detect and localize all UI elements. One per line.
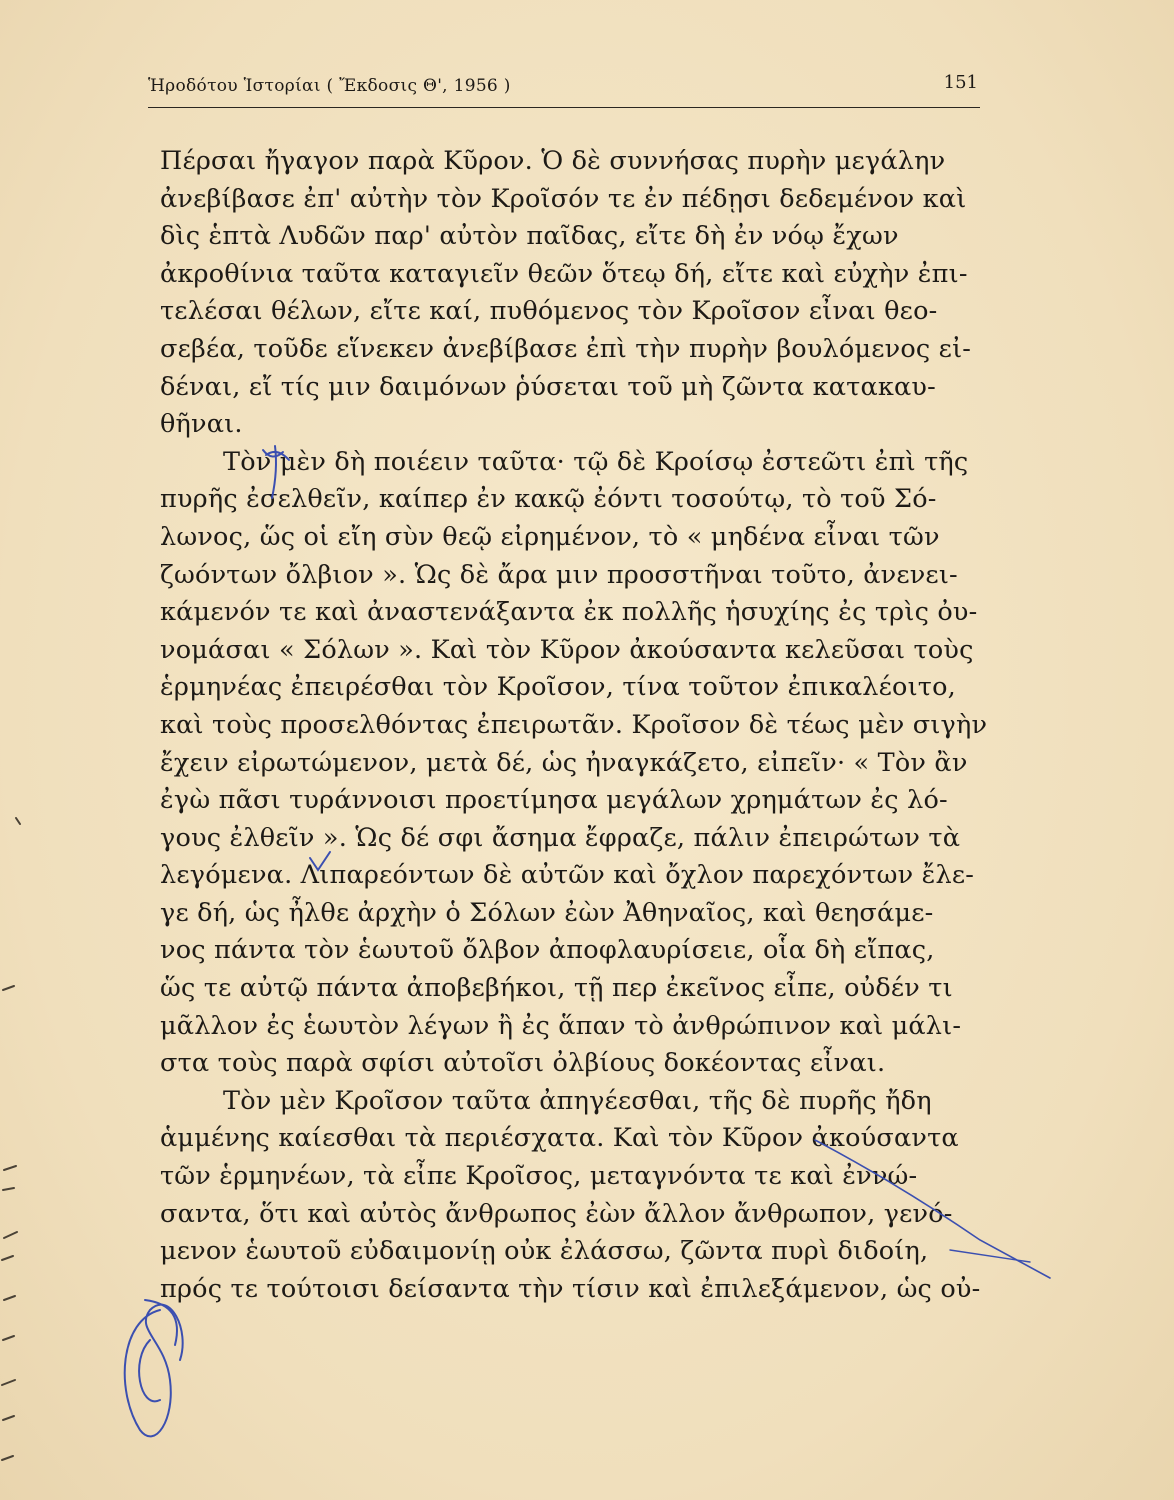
- text-line: δέναι, εἴ τίς μιν δαιμόνων ῥύσεται τοῦ μὴ ζῶντα κατακαυ-: [160, 371, 936, 402]
- text-line: μᾶλλον ἐς ἑωυτὸν λέγων ἢ ἐς ἅπαν τὸ ἀνθρώπινον καὶ μάλι-: [160, 1010, 962, 1041]
- binder-marks: [0, 0, 40, 1500]
- page-number: 151: [943, 72, 978, 93]
- text-line: ἀνεβίβασε ἐπ' αὐτὴν τὸν Κροῖσόν τε ἐν πέδῃσι δεδεμένον καὶ: [160, 183, 967, 214]
- text-line: πυρῆς ἐσελθεῖν, καίπερ ἐν κακῷ ἐόντι τοσούτῳ, τὸ τοῦ Σό-: [160, 484, 937, 515]
- text-line: λεγόμενα. Λιπαρεόντων δὲ αὐτῶν καὶ ὄχλον παρεχόντων ἔλε-: [160, 860, 975, 891]
- text-line: ὥς τε αὐτῷ πάντα ἀποβεβήκοι, τῇ περ ἐκεῖνος εἶπε, οὐδέν τι: [160, 973, 953, 1004]
- text-line: μενον ἑωυτοῦ εὐδαιμονίῃ οὐκ ἐλάσσω, ζῶντα πυρὶ διδοίη,: [160, 1236, 929, 1267]
- text-line: πρός τε τούτοισι δείσαντα τὴν τίσιν καὶ ἐπιλεξάμενον, ὡς οὐ-: [160, 1273, 981, 1304]
- text-line: ἀκροθίνια ταῦτα καταγιεῖν θεῶν ὅτεῳ δή, εἴτε καὶ εὐχὴν ἐπι-: [160, 258, 968, 289]
- text-line: θῆναι.: [160, 409, 243, 440]
- text-line: ἐγὼ πᾶσι τυράννοισι προετίμησα μεγάλων χρημάτων ἐς λό-: [160, 785, 948, 816]
- text-line: σαντα, ὅτι καὶ αὐτὸς ἄνθρωπος ἐὼν ἄλλον ἄνθρωπον, γενό-: [160, 1198, 953, 1229]
- text-line: Πέρσαι ἤγαγον παρὰ Κῦρον. Ὁ δὲ συννήσας πυρὴν μεγάλην: [160, 146, 946, 176]
- text-line: Τὸν μὲν Κροῖσον ταῦτα ἀπηγέεσθαι, τῆς δὲ πυρῆς ἤδη: [223, 1085, 932, 1116]
- text-line: τῶν ἑρμηνέων, τὰ εἶπε Κροῖσος, μεταγνόντα τε καὶ ἐννώ-: [160, 1161, 918, 1192]
- text-line: σεβέα, τοῦδε εἵνεκεν ἀνεβίβασε ἐπὶ τὴν πυρὴν βουλόμενος εἰ-: [160, 333, 972, 364]
- text-line: ἑρμηνέας ἐπειρέσθαι τὸν Κροῖσον, τίνα τοῦτον ἐπικαλέοιτο,: [160, 672, 956, 703]
- text-line: κάμενόν τε καὶ ἀναστενάξαντα ἐκ πολλῆς ἡσυχίης ἐς τρὶς ὀυ-: [160, 597, 978, 628]
- text-line: στα τοὺς παρὰ σφίσι αὐτοῖσι ὀλβίους δοκέοντας εἶναι.: [160, 1048, 886, 1079]
- text-line: Τὸν μὲν δὴ ποιέειν ταῦτα· τῷ δὲ Κροίσῳ ἐστεῶτι ἐπὶ τῆς: [223, 446, 969, 477]
- running-title: Ἡροδότου Ἱστορίαι ( Ἔκδοσις Θ', 1956 ): [148, 76, 511, 96]
- text-line: ζωόντων ὄλβιον ». Ὡς δὲ ἄρα μιν προσστῆναι τοῦτο, ἀνενει-: [160, 559, 958, 590]
- main-text: [160, 143, 990, 1308]
- text-line: νος πάντα τὸν ἑωυτοῦ ὄλβον ἀποφλαυρίσειε, οἷα δὴ εἴπας,: [160, 935, 935, 966]
- header-rule: [148, 107, 980, 108]
- text-line: λωνος, ὥς οἱ εἴη σὺν θεῷ εἰρημένον, τὸ « μηδένα εἶναι τῶν: [160, 521, 940, 552]
- text-line: νομάσαι « Σόλων ». Καὶ τὸν Κῦρον ἀκούσαντα κελεῦσαι τοὺς: [160, 634, 974, 665]
- text-line: καὶ τοὺς προσελθόντας ἐπειρωτᾶν. Κροῖσον δὲ τέως μὲν σιγὴν: [160, 709, 988, 740]
- pen-scribble: [139, 1340, 160, 1401]
- text-line: δὶς ἑπτὰ Λυδῶν παρ' αὐτὸν παῖδας, εἴτε δὴ ἐν νόῳ ἔχων: [160, 221, 899, 252]
- pen-scribble: [125, 1305, 183, 1437]
- text-line: ἔχειν εἰρωτώμενον, μετὰ δέ, ὡς ἠναγκάζετο, εἰπεῖν· « Τὸν ἂν: [160, 747, 968, 778]
- text-line: τελέσαι θέλων, εἴτε καί, πυθόμενος τὸν Κροῖσον εἶναι θεο-: [160, 296, 938, 327]
- text-line: ἁμμένης καίεσθαι τὰ περιέσχατα. Καὶ τὸν Κῦρον ἀκούσαντα: [160, 1123, 959, 1154]
- text-line: γε δή, ὡς ἦλθε ἀρχὴν ὁ Σόλων ἐὼν Ἀθηναῖος, καὶ θεησάμε-: [160, 897, 934, 928]
- text-line: γους ἐλθεῖν ». Ὡς δέ σφι ἄσημα ἔφραζε, πάλιν ἐπειρώτων τὰ: [160, 822, 961, 853]
